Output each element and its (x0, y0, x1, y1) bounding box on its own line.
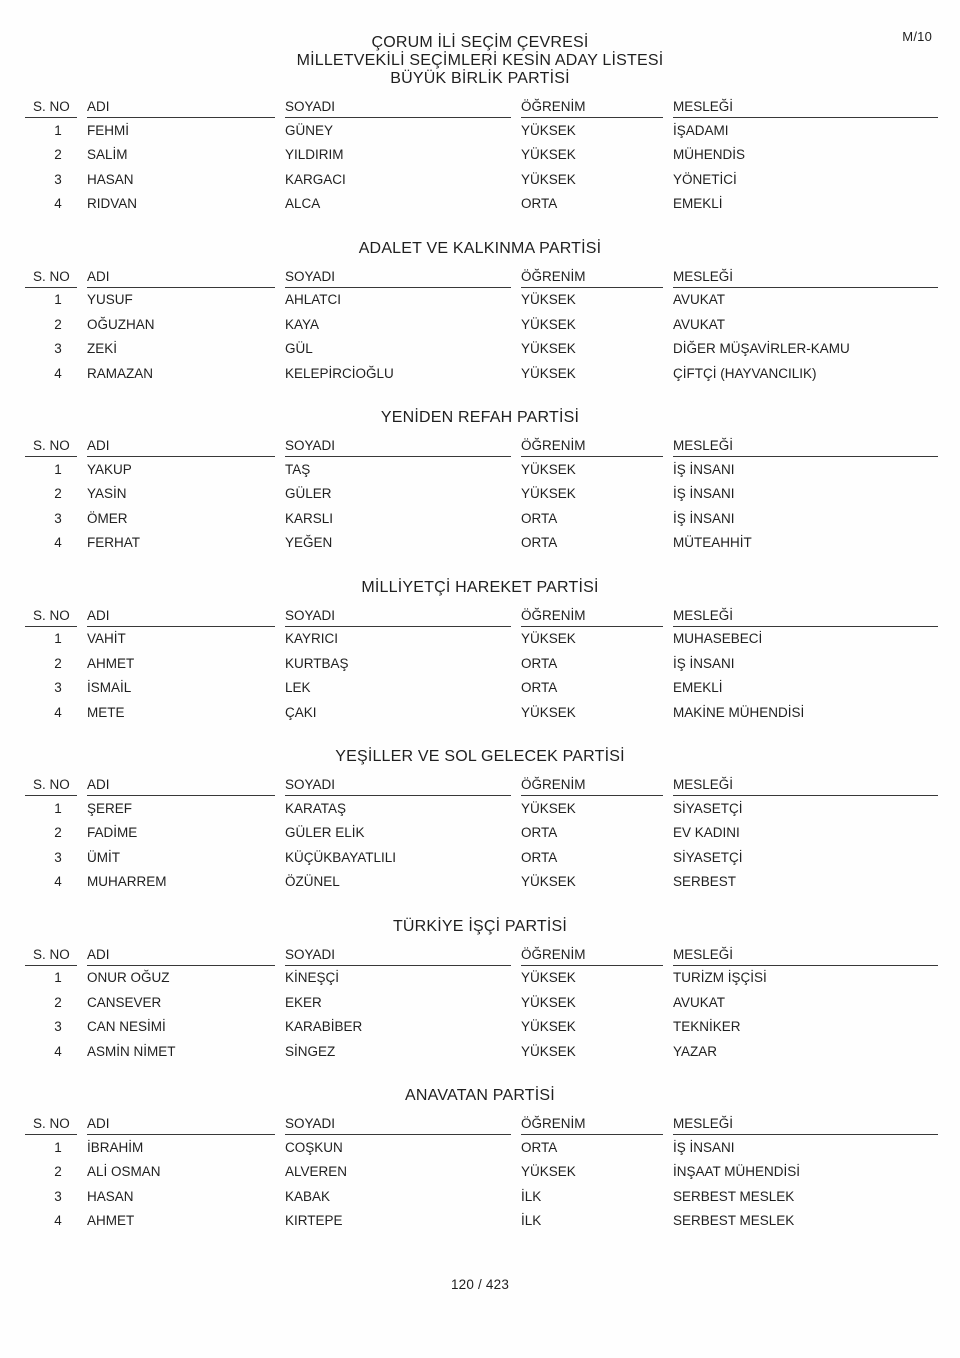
cell-adi: CAN NESİMİ (87, 1019, 166, 1035)
cell-sno: 3 (54, 1019, 62, 1035)
cell-meslegi: İNŞAAT MÜHENDİSİ (673, 1164, 801, 1180)
cell-meslegi: ÇİFTÇİ (HAYVANCILIK) (673, 365, 817, 381)
table-row (25, 966, 938, 991)
cell-soyadi: KURTBAŞ (285, 655, 349, 671)
cell-adi: ŞEREF (87, 800, 133, 816)
cell-soyadi: KAYRICI (285, 631, 339, 647)
cell-sno: 4 (54, 196, 62, 212)
candidate-table (15, 1113, 948, 1233)
column-header-sno: S. NO (25, 96, 77, 118)
column-header-soyadi: SOYADI (285, 266, 511, 288)
cell-meslegi: EMEKLİ (673, 680, 723, 696)
party-title: ADALET VE KALKINMA PARTİSİ (358, 239, 602, 257)
cell-soyadi: YEĞEN (285, 535, 333, 551)
cell-meslegi: YAZAR (673, 1043, 718, 1059)
candidate-table (15, 96, 948, 216)
cell-adi: RIDVAN (87, 196, 138, 212)
cell-adi: ASMİN NİMET (87, 1043, 176, 1059)
table-row (25, 870, 938, 895)
cell-ogrenim: YÜKSEK (521, 292, 576, 308)
cell-sno: 1 (54, 1139, 62, 1155)
cell-meslegi: TURİZM İŞÇİSİ (673, 970, 767, 986)
cell-sno: 1 (54, 800, 62, 816)
cell-ogrenim: YÜKSEK (521, 486, 576, 502)
cell-sno: 2 (54, 655, 62, 671)
table-row (25, 506, 938, 531)
parties (0, 70, 960, 1233)
party-section (0, 748, 960, 894)
column-header-meslegi: MESLEĞİ (673, 435, 938, 457)
table-row (25, 457, 938, 482)
cell-soyadi: AHLATCI (285, 292, 342, 308)
cell-sno: 3 (54, 680, 62, 696)
cell-soyadi: EKER (285, 994, 322, 1010)
cell-soyadi: LEK (285, 680, 311, 696)
table-row (25, 627, 938, 652)
column-header-sno: S. NO (25, 435, 77, 457)
page-number: 120 / 423 (450, 1277, 510, 1292)
cell-meslegi: İŞADAMI (673, 122, 729, 138)
table-row (25, 1160, 938, 1185)
cell-ogrenim: YÜKSEK (521, 1043, 576, 1059)
cell-soyadi: KARATAŞ (285, 800, 347, 816)
party-section (0, 579, 960, 725)
column-header-soyadi: SOYADI (285, 96, 511, 118)
cell-meslegi: DİĞER MÜŞAVİRLER-KAMU (673, 341, 850, 357)
table-row (25, 845, 938, 870)
table-row (25, 1135, 938, 1160)
cell-adi: OĞUZHAN (87, 316, 155, 332)
cell-meslegi: MÜTEAHHİT (673, 535, 752, 551)
cell-meslegi: İŞ İNSANI (673, 1139, 735, 1155)
cell-soyadi: ÇAKI (285, 704, 317, 720)
cell-soyadi: ALVEREN (285, 1164, 348, 1180)
cell-adi: ZEKİ (87, 341, 118, 357)
table-header-row (25, 774, 938, 796)
cell-ogrenim: YÜKSEK (521, 1164, 576, 1180)
candidate-table (15, 435, 948, 555)
cell-sno: 1 (54, 631, 62, 647)
cell-adi: METE (87, 704, 125, 720)
column-header-soyadi: SOYADI (285, 944, 511, 966)
column-header-ogrenim: ÖĞRENİM (521, 96, 663, 118)
cell-soyadi: ÖZÜNEL (285, 874, 340, 890)
party-section (0, 70, 960, 216)
cell-soyadi: TAŞ (285, 461, 311, 477)
cell-meslegi: SERBEST (673, 874, 737, 890)
cell-sno: 4 (54, 365, 62, 381)
cell-adi: ÜMİT (87, 849, 120, 865)
cell-sno: 4 (54, 1043, 62, 1059)
cell-adi: RAMAZAN (87, 365, 154, 381)
cell-sno: 3 (54, 171, 62, 187)
table-row (25, 796, 938, 821)
candidate-table (15, 774, 948, 894)
cell-sno: 1 (54, 122, 62, 138)
table-row (25, 1039, 938, 1064)
table-row (25, 821, 938, 846)
cell-sno: 4 (54, 704, 62, 720)
cell-sno: 3 (54, 341, 62, 357)
cell-sno: 3 (54, 849, 62, 865)
column-header-ogrenim: ÖĞRENİM (521, 266, 663, 288)
candidate-table (15, 266, 948, 386)
cell-soyadi: YILDIRIM (285, 147, 344, 163)
cell-meslegi: İŞ İNSANI (673, 486, 735, 502)
column-header-ogrenim: ÖĞRENİM (521, 435, 663, 457)
cell-meslegi: İŞ İNSANI (673, 461, 735, 477)
cell-soyadi: KABAK (285, 1188, 331, 1204)
cell-ogrenim: YÜKSEK (521, 631, 576, 647)
cell-soyadi: KIRTEPE (285, 1213, 343, 1229)
cell-adi: YAKUP (87, 461, 132, 477)
cell-sno: 1 (54, 970, 62, 986)
table-row (25, 118, 938, 143)
column-header-ogrenim: ÖĞRENİM (521, 944, 663, 966)
cell-meslegi: İŞ İNSANI (673, 655, 735, 671)
cell-meslegi: SİYASETÇİ (673, 849, 743, 865)
party-title: MİLLİYETÇİ HAREKET PARTİSİ (361, 578, 599, 596)
cell-ogrenim: YÜKSEK (521, 800, 576, 816)
column-header-sno: S. NO (25, 266, 77, 288)
cell-meslegi: SİYASETÇİ (673, 800, 743, 816)
table-row (25, 1209, 938, 1234)
cell-sno: 2 (54, 316, 62, 332)
cell-ogrenim: YÜKSEK (521, 341, 576, 357)
cell-soyadi: KÜÇÜKBAYATLILI (285, 849, 397, 865)
candidate-table (15, 944, 948, 1064)
column-header-sno: S. NO (25, 944, 77, 966)
cell-adi: MUHARREM (87, 874, 167, 890)
cell-ogrenim: ORTA (521, 1139, 558, 1155)
cell-meslegi: TEKNİKER (673, 1019, 741, 1035)
cell-meslegi: EV KADINI (673, 825, 740, 841)
column-header-sno: S. NO (25, 1113, 77, 1135)
cell-ogrenim: İLK (521, 1188, 542, 1204)
table-row (25, 143, 938, 168)
cell-sno: 4 (54, 535, 62, 551)
table-row (25, 990, 938, 1015)
column-header-ogrenim: ÖĞRENİM (521, 1113, 663, 1135)
table-row (25, 192, 938, 217)
cell-soyadi: GÜLER ELİK (285, 825, 365, 841)
party-section (0, 918, 960, 1064)
cell-adi: ÖMER (87, 510, 128, 526)
column-header-soyadi: SOYADI (285, 1113, 511, 1135)
cell-adi: VAHİT (87, 631, 126, 647)
cell-ogrenim: YÜKSEK (521, 704, 576, 720)
column-header-adi: ADI (87, 605, 275, 627)
cell-ogrenim: ORTA (521, 680, 558, 696)
cell-meslegi: İŞ İNSANI (673, 510, 735, 526)
cell-ogrenim: YÜKSEK (521, 171, 576, 187)
cell-soyadi: GÜL (285, 341, 313, 357)
cell-adi: İBRAHİM (87, 1139, 144, 1155)
party-section (0, 409, 960, 555)
cell-adi: YUSUF (87, 292, 133, 308)
cell-ogrenim: ORTA (521, 510, 558, 526)
table-header-row (25, 266, 938, 288)
cell-ogrenim: YÜKSEK (521, 147, 576, 163)
cell-meslegi: SERBEST MESLEK (673, 1188, 795, 1204)
cell-meslegi: SERBEST MESLEK (673, 1213, 795, 1229)
table-row (25, 312, 938, 337)
cell-ogrenim: ORTA (521, 535, 558, 551)
cell-adi: HASAN (87, 171, 134, 187)
cell-soyadi: GÜLER (285, 486, 332, 502)
column-header-soyadi: SOYADI (285, 774, 511, 796)
cell-sno: 1 (54, 461, 62, 477)
table-row (25, 337, 938, 362)
party-title: YEŞİLLER VE SOL GELECEK PARTİSİ (335, 748, 625, 765)
document-title-line-2: MİLLETVEKİLİ SEÇİMLERİ KESİN ADAY LİSTESİ (296, 52, 664, 69)
cell-meslegi: MAKİNE MÜHENDİSİ (673, 704, 805, 720)
cell-sno: 2 (54, 1164, 62, 1180)
cell-adi: AHMET (87, 1213, 135, 1229)
column-header-meslegi: MESLEĞİ (673, 944, 938, 966)
table-row (25, 1184, 938, 1209)
cell-ogrenim: ORTA (521, 849, 558, 865)
cell-sno: 1 (54, 292, 62, 308)
cell-meslegi: AVUKAT (673, 316, 726, 332)
column-header-adi: ADI (87, 266, 275, 288)
document-title-line-1: ÇORUM İLİ SEÇİM ÇEVRESİ (371, 34, 589, 51)
cell-sno: 2 (54, 825, 62, 841)
column-header-adi: ADI (87, 1113, 275, 1135)
cell-soyadi: GÜNEY (285, 122, 334, 138)
cell-sno: 2 (54, 994, 62, 1010)
cell-adi: ALİ OSMAN (87, 1164, 161, 1180)
column-header-adi: ADI (87, 944, 275, 966)
cell-ogrenim: ORTA (521, 655, 558, 671)
table-row (25, 700, 938, 725)
table-row (25, 361, 938, 386)
cell-ogrenim: YÜKSEK (521, 994, 576, 1010)
table-row (25, 167, 938, 192)
cell-ogrenim: ORTA (521, 825, 558, 841)
party-title: YENİDEN REFAH PARTİSİ (380, 409, 580, 426)
cell-ogrenim: YÜKSEK (521, 970, 576, 986)
column-header-soyadi: SOYADI (285, 435, 511, 457)
column-header-soyadi: SOYADI (285, 605, 511, 627)
table-row (25, 531, 938, 556)
cell-ogrenim: İLK (521, 1213, 542, 1229)
cell-adi: HASAN (87, 1188, 134, 1204)
cell-soyadi: KARGACI (285, 171, 346, 187)
cell-adi: SALİM (87, 147, 128, 163)
column-header-adi: ADI (87, 435, 275, 457)
cell-adi: CANSEVER (87, 994, 162, 1010)
column-header-meslegi: MESLEĞİ (673, 605, 938, 627)
cell-sno: 3 (54, 1188, 62, 1204)
table-row (25, 288, 938, 313)
cell-soyadi: SİNGEZ (285, 1043, 336, 1059)
candidate-table (15, 605, 948, 725)
column-header-adi: ADI (87, 96, 275, 118)
cell-adi: ONUR OĞUZ (87, 970, 170, 986)
cell-adi: FADİME (87, 825, 138, 841)
column-header-sno: S. NO (25, 605, 77, 627)
party-title: ANAVATAN PARTİSİ (405, 1087, 555, 1104)
cell-meslegi: AVUKAT (673, 292, 726, 308)
cell-ogrenim: YÜKSEK (521, 122, 576, 138)
cell-meslegi: MÜHENDİS (673, 147, 746, 163)
cell-soyadi: KARABİBER (285, 1019, 363, 1035)
table-header-row (25, 1113, 938, 1135)
column-header-meslegi: MESLEĞİ (673, 96, 938, 118)
table-row (25, 651, 938, 676)
column-header-sno: S. NO (25, 774, 77, 796)
cell-sno: 3 (54, 510, 62, 526)
cell-sno: 2 (54, 147, 62, 163)
party-title: TÜRKİYE İŞÇİ PARTİSİ (392, 917, 568, 935)
party-section (0, 1087, 960, 1233)
column-header-meslegi: MESLEĞİ (673, 1113, 938, 1135)
cell-sno: 4 (54, 1213, 62, 1229)
column-header-ogrenim: ÖĞRENİM (521, 605, 663, 627)
cell-meslegi: AVUKAT (673, 994, 726, 1010)
table-header-row (25, 96, 938, 118)
table-row (25, 1015, 938, 1040)
party-title: BÜYÜK BİRLİK PARTİSİ (390, 70, 570, 87)
party-section (0, 240, 960, 386)
cell-meslegi: YÖNETİCİ (673, 171, 737, 187)
cell-adi: AHMET (87, 655, 135, 671)
table-row (25, 482, 938, 507)
cell-soyadi: KELEPİRCİOĞLU (285, 365, 394, 381)
cell-soyadi: ALCA (285, 196, 321, 212)
table-header-row (25, 605, 938, 627)
cell-soyadi: KAYA (285, 316, 320, 332)
cell-soyadi: COŞKUN (285, 1139, 343, 1155)
column-header-adi: ADI (87, 774, 275, 796)
page-code: M/10 (902, 29, 932, 44)
cell-meslegi: MUHASEBECİ (673, 631, 763, 647)
cell-ogrenim: YÜKSEK (521, 365, 576, 381)
cell-adi: İSMAİL (87, 680, 132, 696)
cell-sno: 2 (54, 486, 62, 502)
cell-ogrenim: ORTA (521, 196, 558, 212)
cell-ogrenim: YÜKSEK (521, 1019, 576, 1035)
cell-adi: YASİN (87, 486, 127, 502)
table-row (25, 676, 938, 701)
column-header-meslegi: MESLEĞİ (673, 774, 938, 796)
cell-ogrenim: YÜKSEK (521, 874, 576, 890)
table-header-row (25, 435, 938, 457)
cell-sno: 4 (54, 874, 62, 890)
cell-meslegi: EMEKLİ (673, 196, 723, 212)
column-header-meslegi: MESLEĞİ (673, 266, 938, 288)
table-header-row (25, 944, 938, 966)
cell-ogrenim: YÜKSEK (521, 316, 576, 332)
cell-ogrenim: YÜKSEK (521, 461, 576, 477)
cell-soyadi: KARSLI (285, 510, 334, 526)
column-header-ogrenim: ÖĞRENİM (521, 774, 663, 796)
cell-adi: FERHAT (87, 535, 140, 551)
cell-soyadi: KİNEŞÇİ (285, 970, 340, 986)
cell-adi: FEHMİ (87, 122, 129, 138)
